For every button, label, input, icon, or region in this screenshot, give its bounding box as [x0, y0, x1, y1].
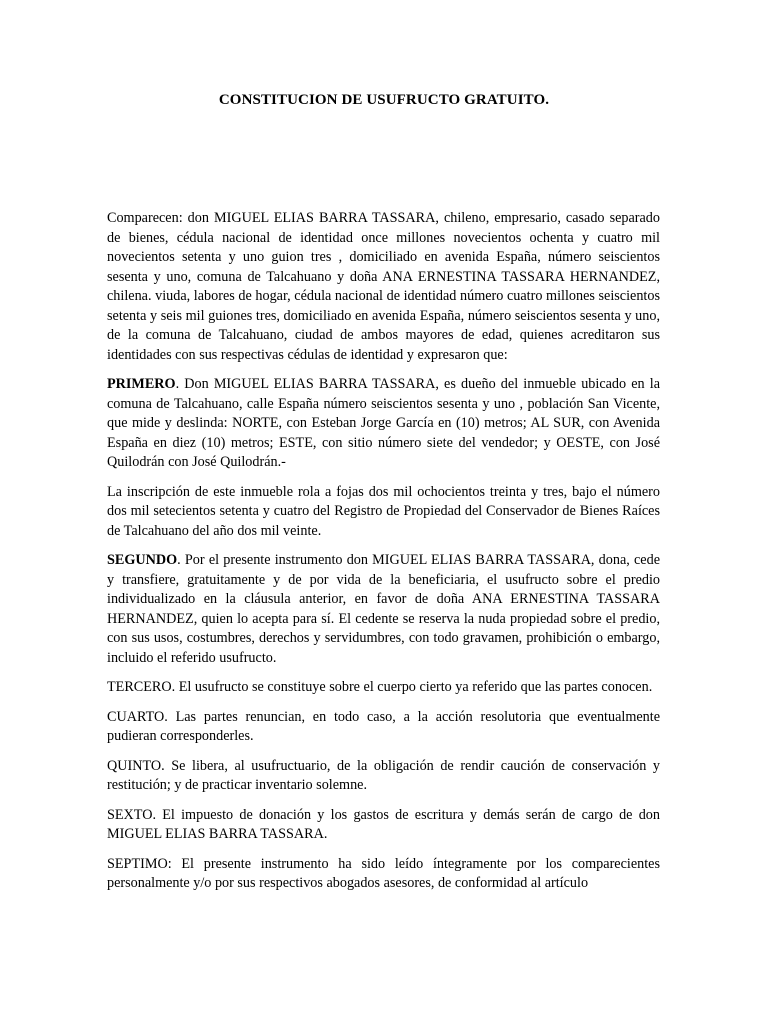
clause-sexto: SEXTO. El impuesto de donación y los gastos de escritura y demás serán de cargo de don MIGUEL ELIAS BARRA TASSARA. [107, 806, 660, 842]
clause-quinto: QUINTO. Se libera, al usufructuario, de la obligación de rendir caución de conservación y restitución; y de practicar inventario solemne. [107, 757, 660, 793]
clause-primero-text: . Don MIGUEL ELIAS BARRA TASSARA, es dueño del inmueble ubicado en la comuna de Talcahuano, calle España número seiscientos sesenta y uno , población San Vicente, que mide y deslinda: NORTE, con Esteban Jorge García en (10) metros; AL SUR, con Avenida España en diez (10) metros; ESTE, con sitio número siete del vendedor; y OESTE, con José Quilodrán con José Quilodrán.- [107, 376, 660, 470]
clause-primero [107, 375, 660, 473]
intro-paragraph: Comparecen: don MIGUEL ELIAS BARRA TASSARA, chileno, empresario, casado separado de bienes, cédula nacional de identidad once millones novecientos ochenta y cuatro mil novecientos setenta y uno guion tres , domiciliado en avenida España, número seiscientos sesenta y uno, comuna de Talcahuano y doña ANA ERNESTINA TASSARA HERNANDEZ, chilena. viuda, labores de hogar, cédula nacional de identidad número cuatro millones seiscientos setenta y seis mil guiones tres, domiciliado en avenida España, número seiscientos sesenta y uno, de la comuna de Talcahuano, ciudad de ambos mayores de edad, quienes acreditaron sus identidades con sus respectivas cédulas de identidad y expresaron que: [107, 210, 660, 363]
document-title: CONSTITUCION DE USUFRUCTO GRATUITO. [218, 92, 550, 108]
clause-septimo: SEPTIMO: El presente instrumento ha sido leído íntegramente por los comparecientes personalmente y/o por sus respectivos abogados asesores, de conformidad al artículo [107, 855, 660, 891]
clause-segundo-heading: SEGUNDO [107, 552, 178, 568]
inscripcion-paragraph: La inscripción de este inmueble rola a fojas dos mil ochocientos treinta y tres, bajo el número dos mil setecientos setenta y cuatro del Registro de Propiedad del Conservador de Bienes Raíces de Talcahuano del año dos mil veinte. [107, 483, 660, 539]
clause-cuarto: CUARTO. Las partes renuncian, en todo caso, a la acción resolutoria que eventualmente pudieran corresponderles. [107, 708, 660, 744]
document-body [107, 209, 660, 904]
clause-segundo [107, 551, 660, 668]
clause-primero-heading: PRIMERO [107, 376, 176, 392]
clause-tercero: TERCERO. El usufructo se constituye sobre el cuerpo cierto ya referido que las partes conocen. [107, 679, 653, 695]
clause-segundo-text: . Por el presente instrumento don MIGUEL ELIAS BARRA TASSARA, dona, cede y transfiere, gratuitamente y de por vida de la beneficiaria, el usufructo sobre el predio individualizado en la cláusula anterior, en favor de doña ANA ERNESTINA TASSARA HERNANDEZ, quien lo acepta para sí. El cedente se reserva la nuda propiedad sobre el predio, con sus usos, costumbres, derechos y servidumbres, con todo gravamen, prohibición o embargo, incluido el referido usufructo. [107, 552, 660, 666]
